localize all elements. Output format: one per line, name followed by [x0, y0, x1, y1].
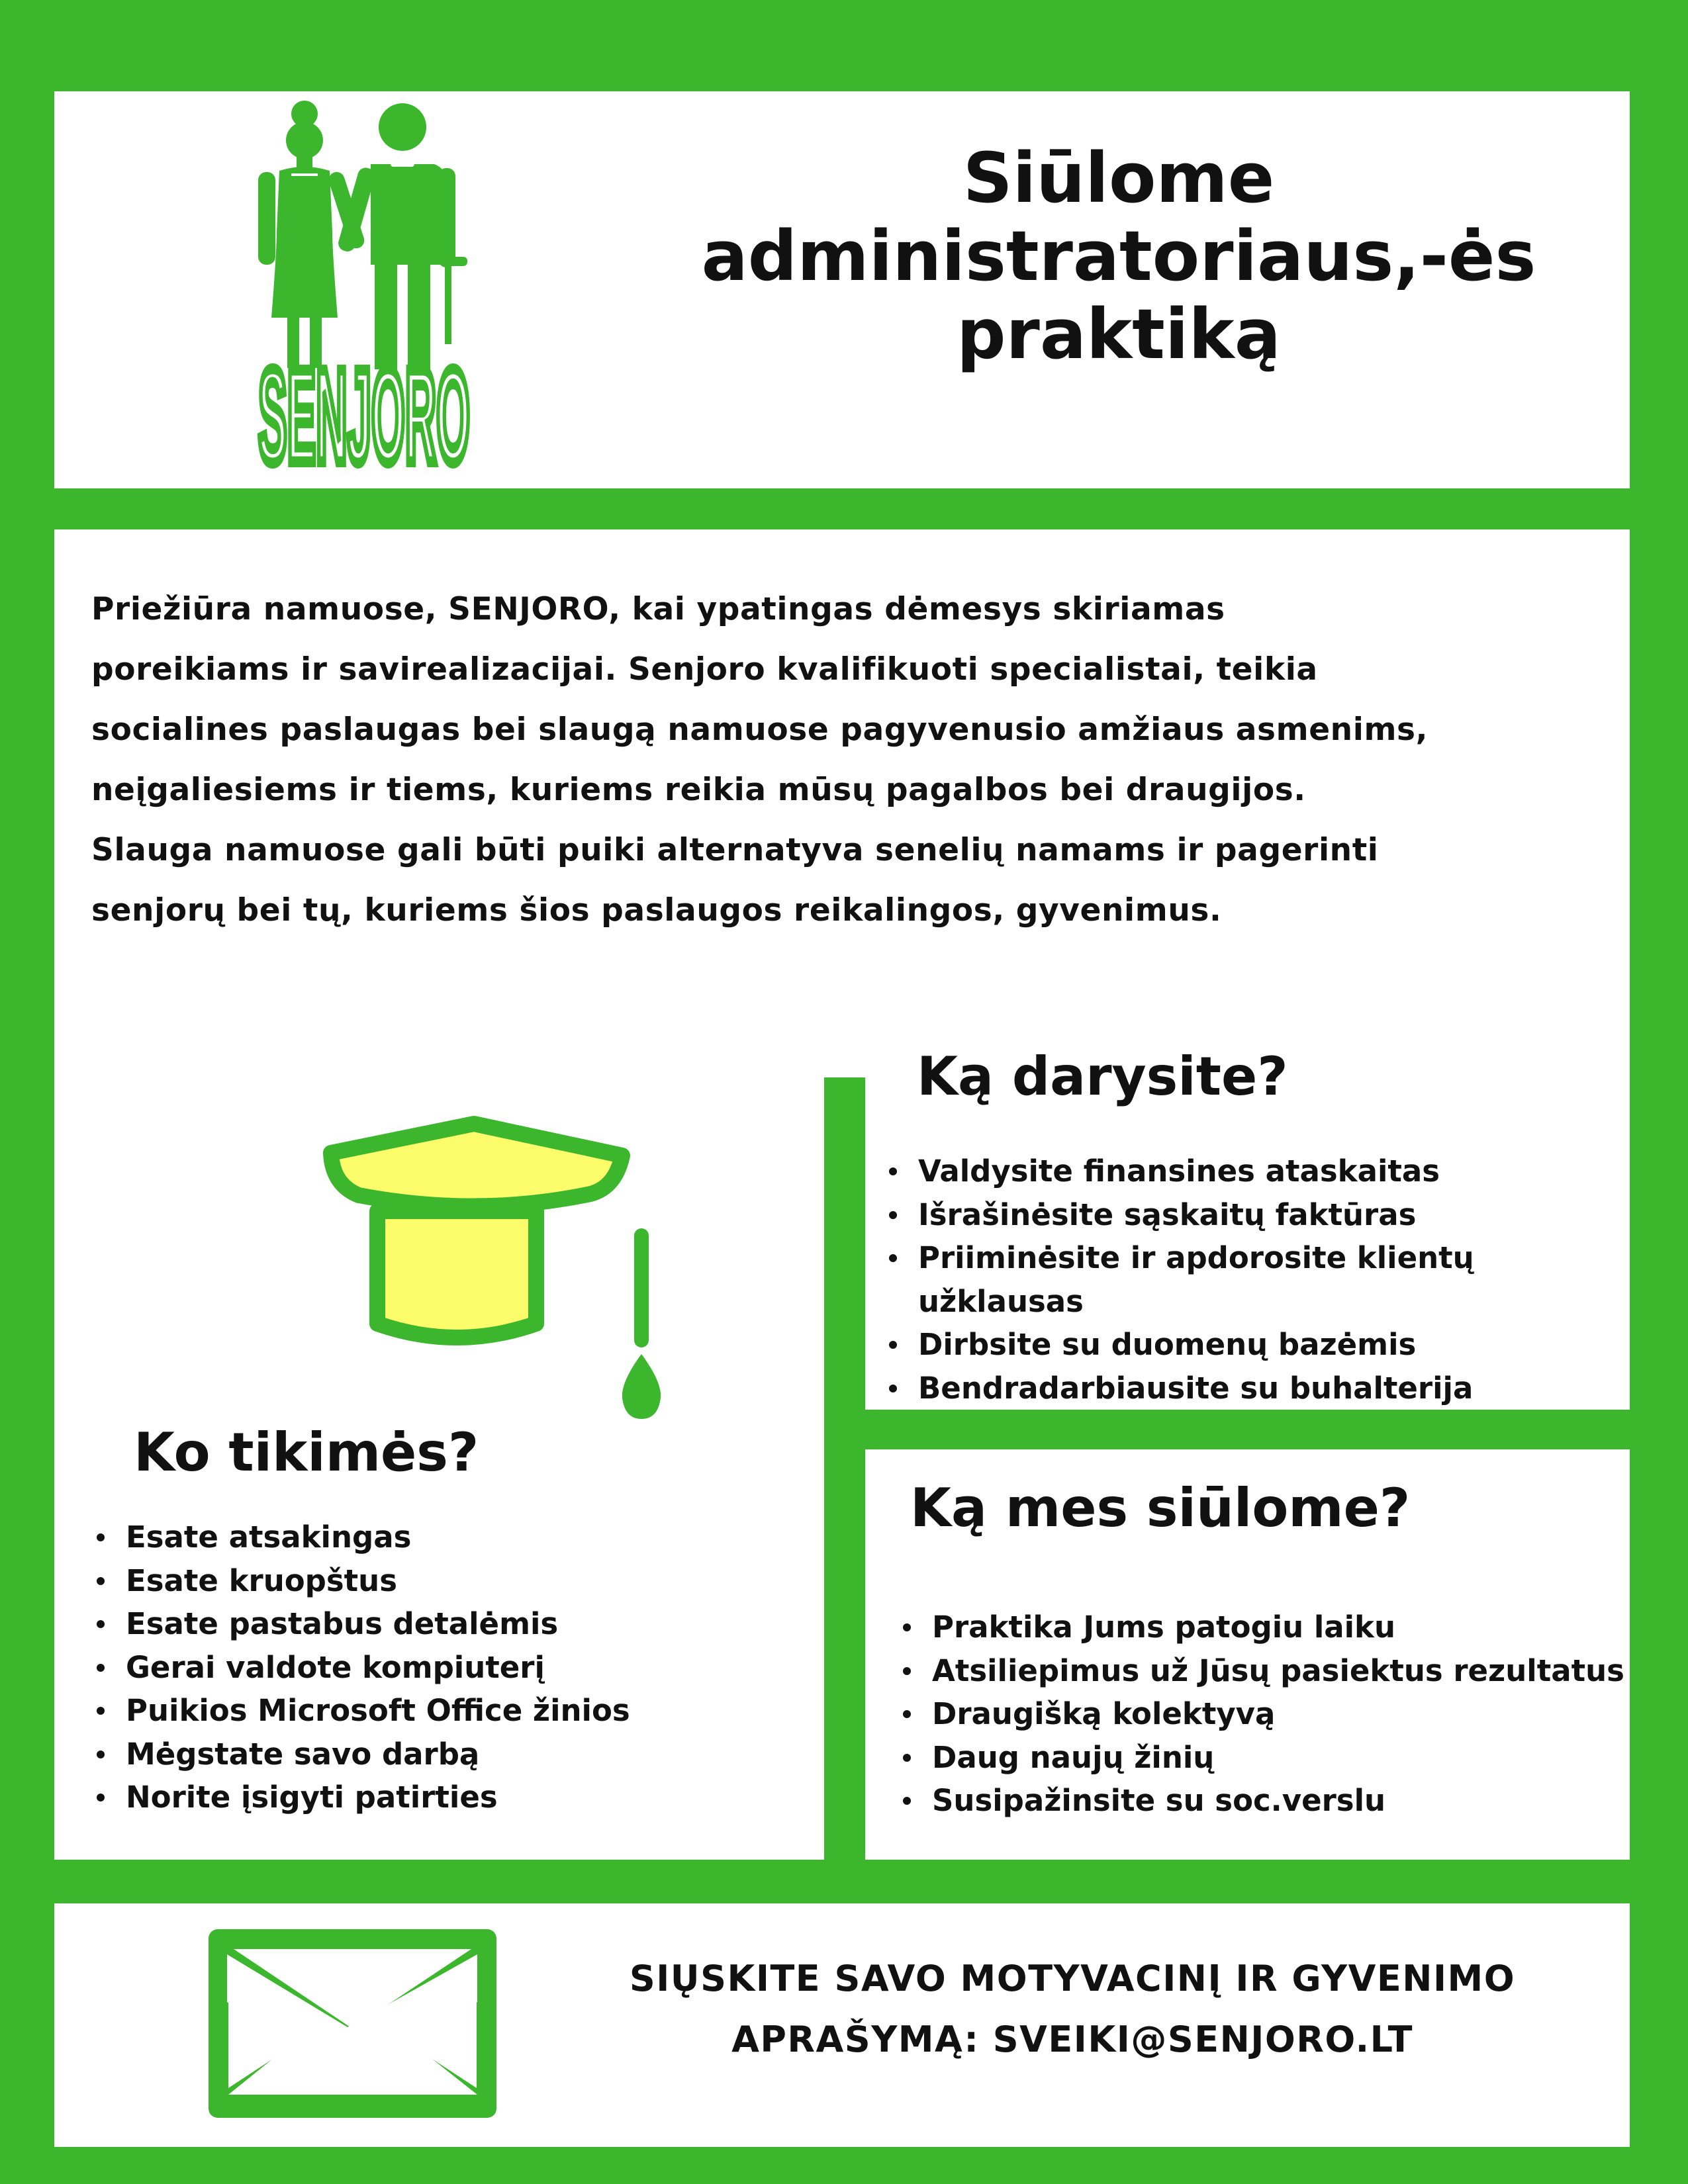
list-item: Susipažinsite su soc.verslu: [899, 1779, 1624, 1823]
title-line: praktiką: [957, 294, 1281, 375]
envelope-icon: [209, 1929, 496, 2118]
tasks-list: [885, 1150, 1474, 1410]
page-title: [635, 139, 1602, 373]
offers-heading: Ką mes siūlome?: [910, 1477, 1411, 1539]
list-item: Valdysite finansines ataskaitas: [885, 1150, 1474, 1193]
title-line: Siūlome: [962, 138, 1275, 218]
intro-line: senjorų bei tų, kuriems šios paslaugos reikalingos, gyvenimus.: [91, 892, 1222, 929]
list-item: Dirbsite su duomenų bazėmis: [885, 1323, 1474, 1367]
list-item-continuation: užklausas: [918, 1283, 1084, 1319]
intro-line: socialines paslaugas bei slaugą namuose pagyvenusio amžiaus asmenims,: [91, 711, 1429, 748]
list-item: Esate atsakingas: [93, 1516, 630, 1559]
intro-line: Slauga namuose gali būti puiki alternatyva senelių namams ir pagerinti: [91, 832, 1379, 868]
list-item: Atsiliepimus už Jūsų pasiektus rezultatus: [899, 1649, 1624, 1693]
list-item: Esate pastabus detalėmis: [93, 1602, 630, 1646]
footer-line: SIŲSKITE SAVO MOTYVACINĮ IR GYVENIMO: [629, 1958, 1516, 1999]
expectations-list: [93, 1516, 630, 1819]
expectations-heading: Ko tikimės?: [134, 1422, 479, 1483]
list-item: Gerai valdote kompiuterį: [93, 1646, 630, 1690]
list-item: Esate kruopštus: [93, 1559, 630, 1603]
list-item: [885, 1236, 1474, 1323]
list-item: Bendradarbiausite su buhalterija: [885, 1367, 1474, 1410]
list-item-text: Priiminėsite ir apdorosite klientų: [918, 1240, 1474, 1275]
list-item: Mėgstate savo darbą: [93, 1733, 630, 1776]
graduation-cap-icon: [318, 1118, 675, 1430]
intro-line: poreikiams ir savirealizacijai. Senjoro kvalifikuoti specialistai, teikia: [91, 651, 1318, 688]
list-item: Puikios Microsoft Office žinios: [93, 1689, 630, 1733]
logo-text: SENJORO: [258, 341, 470, 491]
footer-cta: [583, 1948, 1562, 2070]
intro-line: Priežiūra namuose, SENJORO, kai ypatingas dėmesys skiriamas: [91, 591, 1225, 627]
elderly-couple-icon: [245, 99, 483, 491]
intro-paragraph: [91, 579, 1607, 940]
list-item: Draugišką kolektyvą: [899, 1692, 1624, 1736]
list-item: Praktika Jums patogiu laiku: [899, 1606, 1624, 1649]
list-item: Daug naujų žinių: [899, 1736, 1624, 1780]
tasks-heading: Ką darysite?: [917, 1046, 1288, 1107]
vertical-divider: [824, 1077, 865, 1860]
footer-line: APRAŠYMĄ: SVEIKI@SENJORO.LT: [731, 2019, 1413, 2060]
offers-list: [899, 1606, 1624, 1823]
list-item: Norite įsigyti patirties: [93, 1776, 630, 1819]
intro-line: neįgaliesiems ir tiems, kuriems reikia mūsų pagalbos bei draugijos.: [91, 772, 1306, 808]
list-item: Išrašinėsite sąskaitų faktūras: [885, 1193, 1474, 1237]
title-line: administratoriaus,-ės: [701, 216, 1536, 296]
horizontal-divider: [865, 1410, 1630, 1449]
